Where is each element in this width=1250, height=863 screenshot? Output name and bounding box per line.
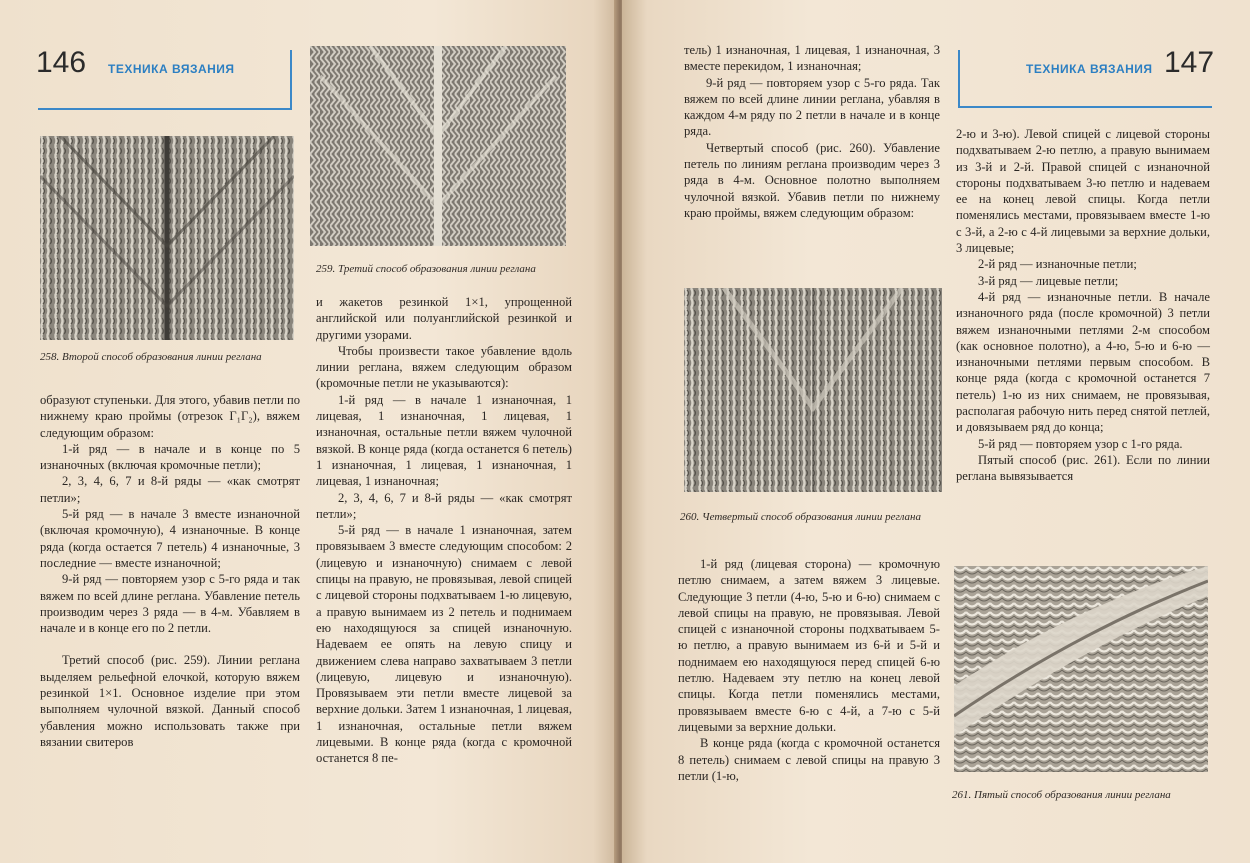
figure-259-caption: 259. Третий способ образования линии реглана (316, 263, 536, 275)
running-head: ТЕХНИКА ВЯЗАНИЯ (108, 62, 235, 76)
section-heading-paragraph: Пятый способ (рис. 261). Если по линии реглана вывязывается (956, 452, 1210, 484)
paragraph: Четвертый способ (рис. 260). Убавление петель по линиям реглана производим через 3 ряда в 4-м. Основное полотно выполняем чулочной вязкой. Убавив петли по нижнему краю проймы, вяжем следующим образом: (684, 140, 940, 220)
paragraph: 3-й ряд — лицевые петли; (978, 273, 1119, 288)
page-number: 146 (36, 46, 87, 79)
paragraph: 9-й ряд — повторяем узор с 5-го ряда. Так вяжем по всей длине линии реглана, убавляя в каждом 4-м ряду по 2 петли в начале и в конце ряда. (684, 75, 940, 139)
paragraph: 5-й ряд — повторяем узор с 1-го ряда. (978, 436, 1183, 451)
figure-261-caption: 261. Пятый способ образования линии реглана (952, 789, 1171, 801)
figure-259-image (310, 46, 566, 246)
running-head: ТЕХНИКА ВЯЗАНИЯ (1026, 62, 1153, 76)
header-rule (958, 106, 1212, 108)
right-page (622, 0, 1250, 863)
left-column-1 (40, 392, 300, 750)
figure-260-image (684, 288, 942, 492)
paragraph: 4-й ряд — изнаночные петли. В начале изнаночного ряда (после кромочной) 3 петли вяжем изнаночными петлями 2-м способом (как основное полотно), а 4-ю, 5-ю и 6-ю — изнаночными петлями первым способом. В конце ряда (когда с кромочной останется 7 петель) 1-ю из них снимаем, не провязывая, располагая рабочую нить перед снятой петлей, и довязываем ряд до конца; (956, 289, 1210, 435)
paragraph: 9-й ряд — повторяем узор с 5-го ряда и так вяжем по всей длине реглана. Убавление петель производим через 3 ряда — в 4-м. Убавляем в начале и в конце его по 2 петли. (40, 572, 300, 636)
paragraph: образуют ступеньки. Для этого, убавив петли по нижнему краю проймы (отрезок Г₁Г₂), вяжем следующим образом: (40, 393, 300, 440)
paragraph: 5-й ряд — в начале 3 вместе изнаночной (включая кромочную), 4 изнаночные. В конце ряда (когда остается 7 петель) 4 изнаночные, 3 последние — вместе изнаночной; (40, 507, 300, 570)
figure-261-image (954, 566, 1208, 772)
right-column-1-bottom (678, 556, 940, 784)
paragraph: тель) 1 изнаночная, 1 лицевая, 1 изнаночная, 3 вместе перекидом, 1 изнаночная; (684, 43, 940, 74)
figure-258-caption: 258. Второй способ образования линии реглана (40, 351, 262, 363)
left-page (0, 0, 618, 863)
header-rule-vertical (958, 50, 960, 108)
page-number: 147 (1164, 46, 1215, 79)
paragraph: 1-й ряд — в начале и в конце по 5 изнаночных (включая кромочные петли); (40, 441, 300, 473)
right-column-1-top (684, 42, 940, 221)
paragraph: 5-й ряд — в начале 1 изнаночная, затем провязываем 3 вместе следующим способом: 2 (лицевую и изнаночную) снимаем с левой спицы на правую, не провязывая, левой спицей с лицевой стороны подхватываем 1-ю лицевую, а правую вынимаем из 2 петель и поднимаем ею находящуюся за спицей изнаночную. Надеваем ее опять на левую спицу и движением слева направо захватываем 3 петли (лицевую, лицевую и изнаночную). Провязываем эти петли вместе лицевой за верхние дольки. Затем 1 изнаночная, 1 лицевая, 1 изнаночная, остальные петли вяжем лицевыми. В конце ряда (когда с кромочной останется 8 пе- (316, 523, 572, 766)
paragraph: 2-й ряд — изнаночные петли; (978, 257, 1137, 272)
figure-258-image (40, 136, 294, 340)
paragraph: 2, 3, 4, 6, 7 и 8-й ряды — «как смотрят петли»; (40, 474, 300, 505)
paragraph: и жакетов резинкой 1×1, упрощенной английской или полуанглийской резинкой и другими узорами. (316, 295, 572, 342)
left-column-2 (316, 294, 572, 767)
paragraph: Чтобы произвести такое убавление вдоль линии реглана, вяжем следующим образом (кромочные петли не указываются): (316, 343, 572, 391)
section-heading-paragraph: Третий способ (рис. 259). Линии реглана выделяем рельефной елочкой, которую вяжем резинкой 1×1. Основное изделие при этом выполняем чулочной вязкой. Данный способ убавления можно использовать также при вязании свитеров (40, 653, 300, 749)
paragraph: 2-ю и 3-ю). Левой спицей с лицевой стороны подхватываем 2-ю петлю, а правую вынимаем из 3-й и 2-й. Правой спицей с изнаночной стороны подхватываем 3-ю петлю и надеваем ее на конец левой спицы. Когда петли поменялись местами, провязываем вместе 1-ю с 3-й, а 2-ю с 4-й лицевыми за верхние дольки, 3 лицевые; (956, 127, 1210, 256)
paragraph: 1-й ряд (лицевая сторона) — кромочную петлю снимаем, а затем вяжем 3 лицевые. Следующие 3 петли (4-ю, 5-ю и 6-ю) снимаем с левой спицы на правую, не провязывая. Левой спицей с изнаночной стороны подхватываем 5-ю петлю, а правую вынимаем из 6-й и 5-й и поднимаем ею находящуюся перед спицей 6-ю петлю. Надеваем эту петлю на конец левой спицы. Когда петли поменялись местами, провязываем вместе 6-ю с 4-й, а 7-ю с 5-й лицевыми за верхние дольки. (678, 557, 940, 734)
right-column-2 (956, 126, 1210, 485)
header-rule-vertical (290, 50, 292, 110)
paragraph: 2, 3, 4, 6, 7 и 8-й ряды — «как смотрят петли»; (316, 490, 572, 521)
paragraph: В конце ряда (когда с кромочной останется 8 петель) снимаем с левой спицы на правую 3 петли (1-ю, (678, 736, 940, 783)
header-rule (38, 108, 292, 110)
figure-260-caption: 260. Четвертый способ образования линии реглана (680, 511, 922, 523)
paragraph: 1-й ряд — в начале 1 изнаночная, 1 лицевая, 1 изнаночная, 1 лицевая, 1 изнаночная, остальные петли вяжем чулочной вязкой. В конце ряда (когда останется 6 петель) 1 изнаночная, 1 лицевая, 1 изнаночная, 1 лицевая, 1 изнаночная; (316, 392, 572, 489)
